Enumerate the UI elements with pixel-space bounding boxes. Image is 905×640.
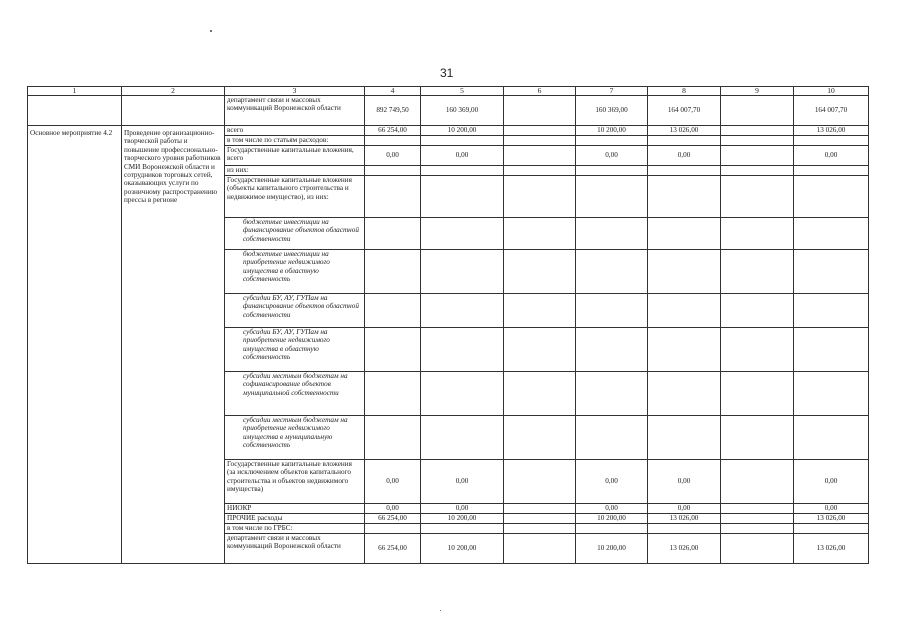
value-cell [504,372,576,416]
value-cell: 0,00 [648,504,721,514]
row-label: субсидии местным бюджетам на приобретение недвижимого имущества в муниципальную собственность [225,416,365,460]
value-cell: 10 200,00 [576,126,648,136]
value-cell: 0,00 [794,146,869,166]
value-cell [648,166,721,176]
value-cell [504,218,576,250]
top-row [28,96,869,126]
col-number: 8 [648,87,721,96]
page-number: 31 [440,66,454,80]
value-cell: 0,00 [365,460,421,504]
value-cell [504,294,576,328]
value-cell: 13 026,00 [794,534,869,564]
value-cell [721,126,794,136]
value-cell: 892 749,50 [365,96,421,126]
row-label: Государственные капитальные вложения (за исключением объектов капитального строительства и объектов недвижимого имущества) [225,460,365,504]
value-cell [721,218,794,250]
row-label: ПРОЧИЕ расходы [225,514,365,524]
row-label: бюджетные инвестиции на приобретение недвижимого имущества в областную собственность [225,250,365,294]
value-cell [504,524,576,534]
value-cell [504,328,576,372]
value-cell: 66 254,00 [365,534,421,564]
value-cell: 0,00 [576,146,648,166]
col-number: 2 [122,87,225,96]
col-number: 9 [721,87,794,96]
value-cell: 0,00 [421,146,504,166]
value-cell [504,176,576,218]
value-cell [576,416,648,460]
value-cell: 66 254,00 [365,514,421,524]
value-cell: 0,00 [421,504,504,514]
col-number: 7 [576,87,648,96]
row-label: бюджетные инвестиции на финансирование объектов областной собственности [225,218,365,250]
value-cell [721,328,794,372]
value-cell: 0,00 [648,460,721,504]
value-cell [365,166,421,176]
value-cell [365,524,421,534]
value-cell [576,372,648,416]
value-cell [576,524,648,534]
value-cell [576,218,648,250]
col-number: 1 [28,87,122,96]
value-cell [421,218,504,250]
value-cell: 13 026,00 [794,514,869,524]
col-number: 10 [794,87,869,96]
table-row [28,126,869,136]
col-number: 5 [421,87,504,96]
value-cell: 13 026,00 [794,126,869,136]
budget-table [27,86,869,564]
value-cell [576,250,648,294]
value-cell [504,126,576,136]
value-cell [576,176,648,218]
value-cell [794,416,869,460]
value-cell [504,166,576,176]
value-cell [504,504,576,514]
column-number-row [28,87,869,96]
value-cell [421,524,504,534]
value-cell [794,166,869,176]
value-cell [504,534,576,564]
value-cell [648,136,721,146]
value-cell [721,524,794,534]
value-cell: 10 200,00 [421,514,504,524]
value-cell [365,328,421,372]
value-cell [721,166,794,176]
value-cell [421,166,504,176]
value-cell: 0,00 [794,460,869,504]
row-label: всего [225,126,365,136]
col-number: 4 [365,87,421,96]
measure-name: Основное мероприятие 4.2 [28,126,122,564]
value-cell [504,416,576,460]
value-cell [365,416,421,460]
value-cell: 0,00 [576,504,648,514]
value-cell: 10 200,00 [421,534,504,564]
value-cell [576,136,648,146]
value-cell [721,416,794,460]
value-cell [421,250,504,294]
value-cell: 160 369,00 [576,96,648,126]
value-cell: 164 007,70 [794,96,869,126]
value-cell [421,176,504,218]
value-cell: 10 200,00 [421,126,504,136]
empty-cell [28,96,122,126]
value-cell: 13 026,00 [648,126,721,136]
scan-speck [440,610,441,611]
row-label: НИОКР [225,504,365,514]
measure-description: Проведение организационно-творческой работы и повышение профессионально-творческого уровня работников СМИ Воронежской области и сотрудников торговых сетей, оказывающих услуги по розничному распространению прессы в регионе [122,126,225,564]
value-cell [576,328,648,372]
row-label: субсидии БУ, АУ, ГУПам на приобретение недвижимого имущества в областную собственность [225,328,365,372]
value-cell: 0,00 [365,146,421,166]
value-cell [794,250,869,294]
value-cell [648,416,721,460]
value-cell: 160 369,00 [421,96,504,126]
value-cell: 0,00 [576,460,648,504]
value-cell [794,136,869,146]
value-cell [576,166,648,176]
value-cell [648,524,721,534]
row-label: Государственные капитальные вложения, всего [225,146,365,166]
value-cell [721,460,794,504]
value-cell: 10 200,00 [576,534,648,564]
value-cell [721,534,794,564]
value-cell [648,328,721,372]
value-cell [721,514,794,524]
value-cell [648,250,721,294]
value-cell [648,218,721,250]
col-number: 3 [225,87,365,96]
value-cell [421,372,504,416]
row-label: в том числе по статьям расходов: [225,136,365,146]
row-label: департамент связи и массовых коммуникаций Воронежской области [225,534,365,564]
value-cell: 0,00 [794,504,869,514]
value-cell: 66 254,00 [365,126,421,136]
value-cell [421,328,504,372]
value-cell: 164 007,70 [648,96,721,126]
value-cell [365,250,421,294]
row-label: субсидии местным бюджетам на софинансирование объектов муниципальной собственности [225,372,365,416]
value-cell [721,372,794,416]
value-cell [365,176,421,218]
value-cell [794,524,869,534]
value-cell [365,218,421,250]
value-cell [648,294,721,328]
row-label: из них: [225,166,365,176]
value-cell [504,136,576,146]
value-cell [648,176,721,218]
value-cell [576,294,648,328]
value-cell [721,176,794,218]
value-cell [721,294,794,328]
row-label: департамент связи и массовых коммуникаций Воронежской области [225,96,365,126]
value-cell [794,294,869,328]
value-cell [721,250,794,294]
row-label: в том числе по ГРБС: [225,524,365,534]
value-cell: 13 026,00 [648,514,721,524]
value-cell [504,460,576,504]
value-cell [721,146,794,166]
value-cell: 10 200,00 [576,514,648,524]
value-cell [721,96,794,126]
value-cell [794,218,869,250]
scan-speck [210,30,212,32]
value-cell: 13 026,00 [648,534,721,564]
value-cell [721,504,794,514]
value-cell [721,136,794,146]
value-cell: 0,00 [648,146,721,166]
row-label: Государственные капитальные вложения (объекты капитального строительства и недвижимое имущество), из них: [225,176,365,218]
value-cell [421,136,504,146]
value-cell [794,372,869,416]
value-cell [365,372,421,416]
value-cell [421,294,504,328]
row-label: субсидии БУ, АУ, ГУПам на финансирование объектов областной собственности [225,294,365,328]
value-cell [648,372,721,416]
value-cell: 0,00 [421,460,504,504]
col-number: 6 [504,87,576,96]
value-cell [794,328,869,372]
value-cell [365,294,421,328]
value-cell [365,136,421,146]
empty-cell [122,96,225,126]
value-cell: 0,00 [365,504,421,514]
value-cell [794,176,869,218]
value-cell [504,514,576,524]
value-cell [504,146,576,166]
value-cell [421,416,504,460]
value-cell [504,250,576,294]
value-cell [504,96,576,126]
